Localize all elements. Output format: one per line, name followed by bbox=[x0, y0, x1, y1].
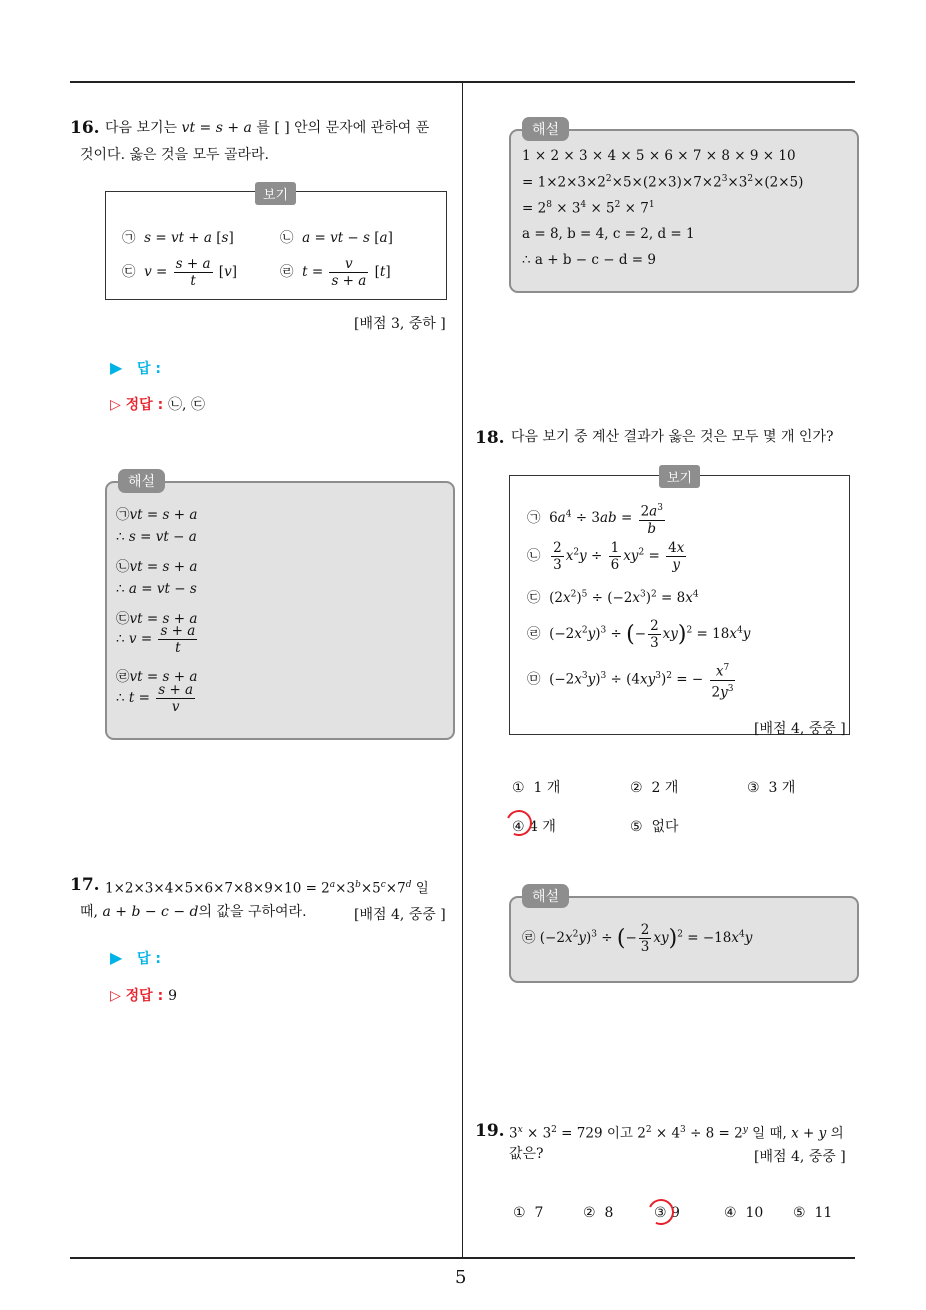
hollow-triangle-icon: ▷ bbox=[110, 988, 121, 1004]
q17-sol-line3: = $2^8 \times 3^4 \times 5^2 \times 7^1$ bbox=[522, 200, 655, 217]
q18-option-1: ㉠ $6a^4 \div 3ab$ = $\frac{2a^3}{b}$ bbox=[527, 500, 667, 537]
column-divider bbox=[462, 82, 463, 1258]
q18-choice-4[interactable]: ④ 4 개 bbox=[512, 819, 556, 835]
q17-sol-line4: a = 8, b = 4, c = 2, d = 1 bbox=[522, 226, 695, 242]
q16-score: [배점 3, 중하 ] bbox=[354, 316, 446, 332]
q16-box-label: 보기 bbox=[255, 182, 296, 205]
q18-option-4: ㉣ $(-2x^2y)^3$ ÷ (− $\frac{2}{3}$ $xy)^2 = 18x^4y$ bbox=[527, 618, 751, 651]
q18-number: 18. bbox=[475, 428, 505, 448]
q16-sol-line1: ㉠vt = s + a bbox=[116, 507, 198, 523]
q16-sol-line8: ∴ t = $\frac{s + a}{v}$ bbox=[116, 682, 194, 715]
q17-solution-label: 해설 bbox=[522, 117, 569, 141]
q16-sol-line6: ∴ v = $\frac{s + a}{t}$ bbox=[116, 623, 196, 656]
q19-number: 19. bbox=[475, 1121, 505, 1141]
q18-sol-line1: ㉣ $(-2x^2y)^3$ ÷ (− $\frac{2}{3}$ $xy)^2 = -18x^4y$ bbox=[522, 922, 753, 955]
q19-score: [배점 4, 중중 ] bbox=[754, 1149, 846, 1165]
q18-choice-2[interactable]: ② 2 개 bbox=[630, 780, 679, 796]
q18-choice-3[interactable]: ③ 3 개 bbox=[747, 780, 796, 796]
q19-choice-5[interactable]: ⑤ 11 bbox=[793, 1205, 833, 1221]
q16-answer-label: ▶ 답 : bbox=[110, 358, 161, 377]
q19-choice-1[interactable]: ① 7 bbox=[513, 1205, 544, 1221]
q18-choice-1[interactable]: ① 1 개 bbox=[512, 780, 561, 796]
q19-selected-circle-icon bbox=[644, 1195, 677, 1228]
q17-text-line2: 때, a + b − c − d의 값을 구하여라. bbox=[80, 904, 307, 920]
q17-answer-label: ▶ 답 : bbox=[110, 948, 161, 967]
q18-score: [배점 4, 중중 ] bbox=[754, 721, 846, 737]
play-triangle-icon: ▶ bbox=[110, 948, 123, 967]
q17-number: 17. bbox=[70, 875, 100, 895]
q16-sol-line2: ∴ s = vt − a bbox=[116, 529, 197, 545]
q17-sol-line2: = $1\times 2\times 3\times 2^2\times 5\times(2\times 3)\times 7\times 2^3\times 3^2\times(2\times 5)$ bbox=[522, 174, 804, 191]
q17-score: [배점 4, 중중 ] bbox=[354, 907, 446, 923]
page-number: 5 bbox=[455, 1267, 467, 1288]
q16-sol-line7: ㉣vt = s + a bbox=[116, 669, 198, 685]
q16-sol-line3: ㉡vt = s + a bbox=[116, 559, 198, 575]
q17-correct-value: 9 bbox=[168, 988, 177, 1004]
q18-option-2: ㉡ $\frac{2}{3}$ $x^2y$ ÷ $\frac{1}{6}$ $xy^2$ = $\frac{4x}{y}$ bbox=[527, 540, 685, 573]
q19-choice-3[interactable]: ③ 9 bbox=[654, 1205, 680, 1221]
play-triangle-icon: ▶ bbox=[110, 358, 123, 377]
q16-text-line2: 것이다. 옳은 것을 모두 골라라. bbox=[80, 147, 269, 163]
q16-correct: ▷ 정답 : ㉡, ㉢ bbox=[110, 397, 205, 413]
q17-sol-line1: 1 × 2 × 3 × 4 × 5 × 6 × 7 × 8 × 9 × 10 bbox=[522, 148, 796, 164]
q18-choice-5[interactable]: ⑤ 없다 bbox=[630, 819, 679, 835]
q16-option-1: ㉠ s = vt + a [s] bbox=[122, 230, 234, 246]
q16-option-3: ㉢ v = $\frac{s + a}{t}$ [v] bbox=[122, 256, 237, 289]
hollow-triangle-icon: ▷ bbox=[110, 397, 121, 413]
q17-text-line1: $1\times 2\times 3\times 4\times 5\times 6\times 7\times 8\times 9\times 10 = 2^a\times 3^b\times 5^c\times 7^d$ 일 bbox=[105, 880, 429, 897]
q18-box-label: 보기 bbox=[659, 465, 700, 488]
q16-text-line1: 다음 보기는 vt = s + a 를 [ ] 안의 문자에 관하여 푼 bbox=[105, 120, 430, 136]
q16-sol-line5: ㉢vt = s + a bbox=[116, 611, 198, 627]
q16-number: 16. bbox=[70, 118, 100, 138]
q16-sol-line4: ∴ a = vt − s bbox=[116, 581, 197, 597]
q17-correct: ▷ 정답 : 9 bbox=[110, 988, 177, 1004]
q16-option-4: ㉣ t = $\frac{v}{s + a}$ [t] bbox=[280, 256, 391, 289]
q19-choice-4[interactable]: ④ 10 bbox=[724, 1205, 764, 1221]
q19-text-line1: $3^x \times 3^2 = 729$ 이고 $2^2 \times 4^3 \div 8 = 2^y$ 일 때, x + y 의 bbox=[509, 1125, 844, 1142]
q17-sol-line5: ∴ a + b − c − d = 9 bbox=[522, 252, 656, 268]
q18-text: 다음 보기 중 계산 결과가 옳은 것은 모두 몇 개 인가? bbox=[511, 429, 834, 445]
q18-option-5: ㉤ $(-2x^3y)^3 \div (4xy^3)^2$ = − $\frac{x^7}{2y^3}$ bbox=[527, 660, 737, 700]
q16-option-2: ㉡ a = vt − s [a] bbox=[280, 230, 393, 246]
q18-option-3: ㉢ $(2x^2)^5 \div (-2x^3)^2 = 8x^4$ bbox=[527, 589, 699, 606]
q18-solution-label: 해설 bbox=[522, 884, 569, 908]
q19-text-line2: 값은? bbox=[509, 1146, 544, 1162]
q19-choice-2[interactable]: ② 8 bbox=[583, 1205, 614, 1221]
q16-correct-value: ㉡, ㉢ bbox=[168, 397, 205, 413]
q16-solution-label: 해설 bbox=[118, 469, 165, 493]
